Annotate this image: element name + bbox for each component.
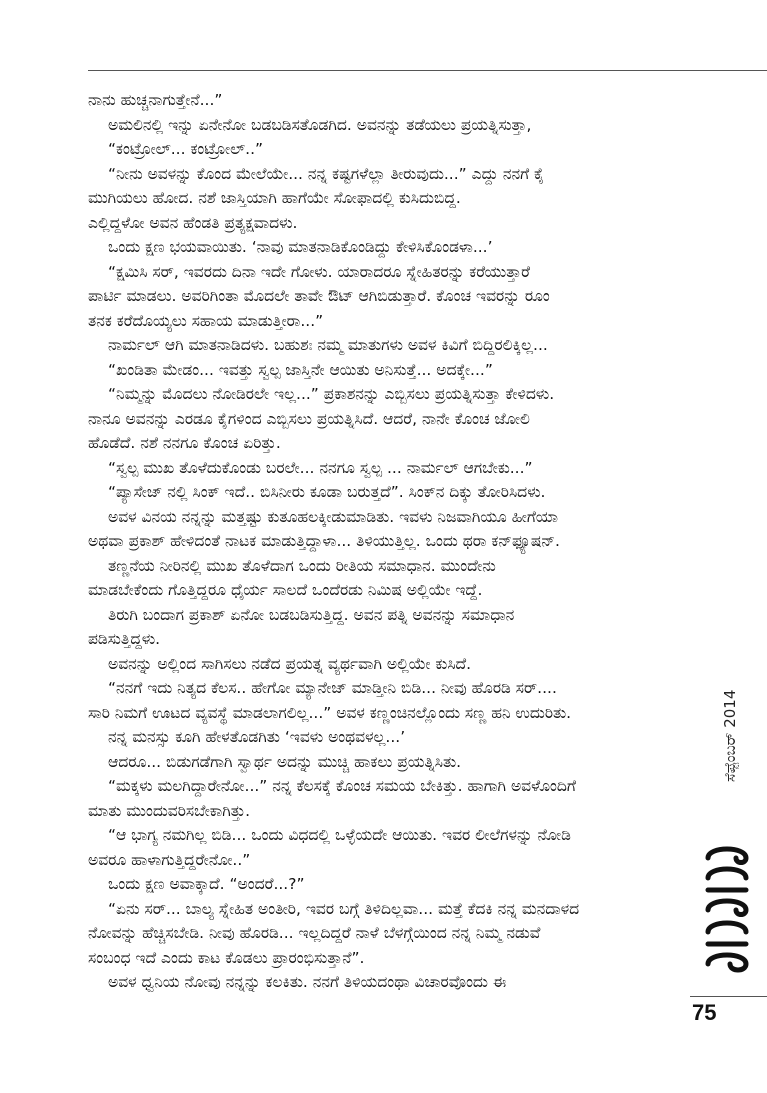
text-line: ಅವಳ ವಿನಯ ನನ್ನನ್ನು ಮತ್ತಷ್ಟು ಕುತೂಹಲಕ್ಕೀಡುಮಾಡಿತು. ಇವಳು ನಿಜವಾಗಿಯೂ ಹೀಗೆಯಾ	[108, 507, 558, 526]
text-line: ನಾನು ಹುಚ್ಚನಾಗುತ್ತೇನೆ...”	[88, 91, 223, 109]
text-line: ತಣ್ಣನೆಯ ನೀರಿನಲ್ಲಿ ಮುಖ ತೊಳೆದಾಗ ಒಂದು ರೀತಿಯ ಸಮಾಧಾನ. ಮುಂದೇನು	[108, 556, 496, 575]
text-line: ನನ್ನ ಮನಸ್ಸು ಕೂಗಿ ಹೇಳತೊಡಗಿತು ‘ಇವಳು ಅಂಥವಳಲ್ಲ...’	[108, 728, 406, 746]
article-body	[88, 88, 688, 995]
text-line: “ಆ ಭಾಗ್ಯ ನಮಗಿಲ್ಲ ಬಿಡಿ... ಒಂದು ವಿಧದಲ್ಲಿ ಒಳ್ಳೆಯದೇ ಆಯಿತು. ಇವರ ಲೀಲೆಗಳನ್ನು ನೋಡಿ	[108, 826, 571, 844]
text-line: ಸಂಬಂಧ ಇದೆ ಎಂದು ಕಾಟ ಕೊಡಲು ಪ್ರಾರಂಭಿಸುತ್ತಾನೆ”.	[88, 948, 365, 967]
text-line: ಅವಳ ಧ್ವನಿಯ ನೋವು ನನ್ನನ್ನು ಕಲಕಿತು. ನನಗೆ ತಿಳಿಯದಂಥಾ ವಿಚಾರವೊಂದು ಈ	[108, 973, 507, 991]
text-line: “ಕ್ಷಮಿಸಿ ಸರ್, ಇವರದು ದಿನಾ ಇದೇ ಗೋಳು. ಯಾರಾದರೂ ಸ್ನೇಹಿತರನ್ನು ಕರೆಯುತ್ತಾರೆ	[108, 262, 530, 281]
text-line: “ನೀನು ಅವಳನ್ನು ಕೊಂದ ಮೇಲೆಯೇ... ನನ್ನ ಕಷ್ಟಗಳೆಲ್ಲಾ ತೀರುವುದು...” ಎದ್ದು ನನಗೆ ಕೈ	[108, 164, 545, 183]
text-line: ಒಂದು ಕ್ಷಣ ಭಯವಾಯಿತು. ‘ನಾವು ಮಾತನಾಡಿಕೊಂಡಿದ್ದು ಕೇಳಿಸಿಕೊಂಡಳಾ...’	[108, 238, 493, 256]
text-line: ಅವರೂ ಹಾಳಾಗುತ್ತಿದ್ದರೇನೋ..”	[88, 850, 251, 869]
magazine-logo	[700, 840, 756, 974]
text-line: ಪಾರ್ಟಿ ಮಾಡಲು. ಅವರಿಗಿಂತಾ ಮೊದಲೇ ತಾವೇ ಔಟ್ ಆಗಿಬಿಡುತ್ತಾರೆ. ಕೊಂಚ ಇವರನ್ನು ರೂಂ	[88, 287, 550, 305]
header-rule	[88, 70, 767, 71]
text-line: ಅವನನ್ನು ಅಲ್ಲಿಂದ ಸಾಗಿಸಲು ನಡೆದ ಪ್ರಯತ್ನ ವ್ಯರ್ಥವಾಗಿ ಅಲ್ಲಿಯೇ ಕುಸಿದೆ.	[108, 654, 472, 673]
text-line: ಪಡಿಸುತ್ತಿದ್ದಳು.	[88, 630, 161, 648]
text-line: “ಪ್ಯಾಸೇಜ್ ನಲ್ಲಿ ಸಿಂಕ್ ಇದೆ.. ಬಿಸಿನೀರು ಕೂಡಾ ಬರುತ್ತದೆ”. ಸಿಂಕ್‌ನ ದಿಕ್ಕು ತೋರಿಸಿದಳು.	[108, 483, 546, 501]
text-line: ಎಲ್ಲಿದ್ದಳೋ ಅವನ ಹೆಂಡತಿ ಪ್ರತ್ಯಕ್ಷವಾದಳು.	[88, 213, 298, 232]
text-line: ಒಂದು ಕ್ಷಣ ಅವಾಕ್ಕಾದೆ. “ಅಂದರೆ...?”	[108, 875, 305, 893]
footer-rule	[690, 996, 767, 997]
text-line: ಅಮಲಿನಲ್ಲಿ ಇನ್ನು ಏನೇನೋ ಬಡಬಡಿಸತೊಡಗಿದ. ಅವನನ್ನು ತಡೆಯಲು ಪ್ರಯತ್ನಿಸುತ್ತಾ,	[108, 115, 532, 134]
text-line: ಮಾತು ಮುಂದುವರಿಸಬೇಕಾಗಿತ್ತು.	[88, 801, 251, 820]
text-line: “ಕಂಟ್ರೋಲ್... ಕಂಟ್ರೋಲ್..”	[108, 140, 264, 158]
text-line: “ಏನು ಸರ್... ಬಾಲ್ಯ ಸ್ನೇಹಿತ ಅಂತೀರಿ, ಇವರ ಬಗ್ಗೆ ತಿಳಿದಿಲ್ಲವಾ... ಮತ್ತೆ ಕೆದಕಿ ನನ್ನ ಮನದಾಳದ	[108, 899, 580, 918]
page-number: 75	[692, 1000, 717, 1025]
text-line: “ಸ್ವಲ್ಪ ಮುಖ ತೊಳೆದುಕೊಂಡು ಬರಲೇ... ನನಗೂ ಸ್ವಲ್ಪ ... ನಾರ್ಮಲ್ ಆಗಬೇಕು...”	[108, 458, 533, 477]
magazine-name: ಮಯೂರ	[700, 840, 704, 841]
text-line: ನಾರ್ಮಲ್ ಆಗಿ ಮಾತನಾಡಿದಳು. ಬಹುಶಃ ನಮ್ಮ ಮಾತುಗಳು ಅವಳ ಕಿವಿಗೆ ಬಿದ್ದಿರಲಿಕ್ಕಿಲ್ಲ...	[108, 336, 548, 354]
issue-date: ಸೆಪ್ಟೆಂಬರ್ 2014	[721, 690, 739, 783]
text-line: ಮುಗಿಯಲು ಹೋದ. ನಶೆ ಜಾಸ್ತಿಯಾಗಿ ಹಾಗೆಯೇ ಸೋಫಾದಲ್ಲಿ ಕುಸಿದುಬಿದ್ದ.	[88, 189, 461, 207]
text-line: “ಮಕ್ಕಳು ಮಲಗಿದ್ದಾರೇನೋ...” ನನ್ನ ಕೆಲಸಕ್ಕೆ ಕೊಂಚ ಸಮಯ ಬೇಕಿತ್ತು. ಹಾಗಾಗಿ ಅವಳೊಂದಿಗೆ	[108, 777, 576, 795]
text-line: ಅಥವಾ ಪ್ರಕಾಶ್ ಹೇಳಿದಂತೆ ನಾಟಕ ಮಾಡುತ್ತಿದ್ದಾಳಾ... ತಿಳಿಯುತ್ತಿಲ್ಲ. ಒಂದು ಥರಾ ಕನ್‌ಫ್ಯೂಷನ್.	[88, 532, 560, 550]
text-line: ಮಾಡಬೇಕೆಂದು ಗೊತ್ತಿದ್ದರೂ ಧೈರ್ಯ ಸಾಲದೆ ಒಂದೆರಡು ನಿಮಿಷ ಅಲ್ಲಿಯೇ ಇದ್ದೆ.	[88, 581, 483, 599]
text-line: ತಿರುಗಿ ಬಂದಾಗ ಪ್ರಕಾಶ್ ಏನೋ ಬಡಬಡಿಸುತ್ತಿದ್ದ. ಅವನ ಪತ್ನಿ ಅವನನ್ನು ಸಮಾಧಾನ	[108, 605, 515, 624]
text-line: ಆದರೂ... ಬಿಡುಗಡೆಗಾಗಿ ಸ್ವಾರ್ಥ ಅದನ್ನು ಮುಚ್ಚಿ ಹಾಕಲು ಪ್ರಯತ್ನಿಸಿತು.	[108, 752, 462, 771]
text-line: ಹೊಡೆದೆ. ನಶೆ ನನಗೂ ಕೊಂಚ ಏರಿತ್ತು.	[88, 434, 281, 452]
text-line: ತನಕ ಕರೆದೊಯ್ಯಲು ಸಹಾಯ ಮಾಡುತ್ತೀರಾ...”	[88, 311, 324, 330]
text-line: “ಖಂಡಿತಾ ಮೇಡಂ... ಇವತ್ತು ಸ್ವಲ್ಪ ಜಾಸ್ತಿನೇ ಆಯಿತು ಅನಿಸುತ್ತೆ... ಅದಕ್ಕೇ...”	[108, 360, 493, 379]
text-line: ಸಾರಿ ನಿಮಗೆ ಊಟದ ವ್ಯವಸ್ಥೆ ಮಾಡಲಾಗಲಿಲ್ಲ...” ಅವಳ ಕಣ್ಣಂಚಿನಲ್ಲೊಂದು ಸಣ್ಣ ಹನಿ ಉದುರಿತು.	[88, 703, 572, 722]
text-line: ನೋವನ್ನು ಹೆಚ್ಚಿಸಬೇಡಿ. ನೀವು ಹೊರಡಿ... ಇಲ್ಲದಿದ್ದರೆ ನಾಳೆ ಬೆಳಗ್ಗೆಯಿಂದ ನನ್ನ ನಿಮ್ಮ ನಡುವೆ	[88, 924, 541, 942]
text-line: “ನನಗೆ ಇದು ನಿತ್ಯದ ಕೆಲಸ.. ಹೇಗೋ ಮ್ಯಾನೇಜ್ ಮಾಡ್ತೀನಿ ಬಿಡಿ... ನೀವು ಹೊರಡಿ ಸರ್....	[108, 679, 557, 697]
text-line: “ನಿಮ್ಮನ್ನು ಮೊದಲು ನೋಡಿರಲೇ ಇಲ್ಲ...” ಪ್ರಕಾಶನನ್ನು ಎಬ್ಬಿಸಲು ಪ್ರಯತ್ನಿಸುತ್ತಾ ಕೇಳಿದಳು.	[108, 385, 555, 403]
text-line: ನಾನೂ ಅವನನ್ನು ಎರಡೂ ಕೈಗಳಿಂದ ಎಬ್ಬಿಸಲು ಪ್ರಯತ್ನಿಸಿದೆ. ಆದರೆ, ನಾನೇ ಕೊಂಚ ಜೋಲಿ	[88, 409, 530, 428]
